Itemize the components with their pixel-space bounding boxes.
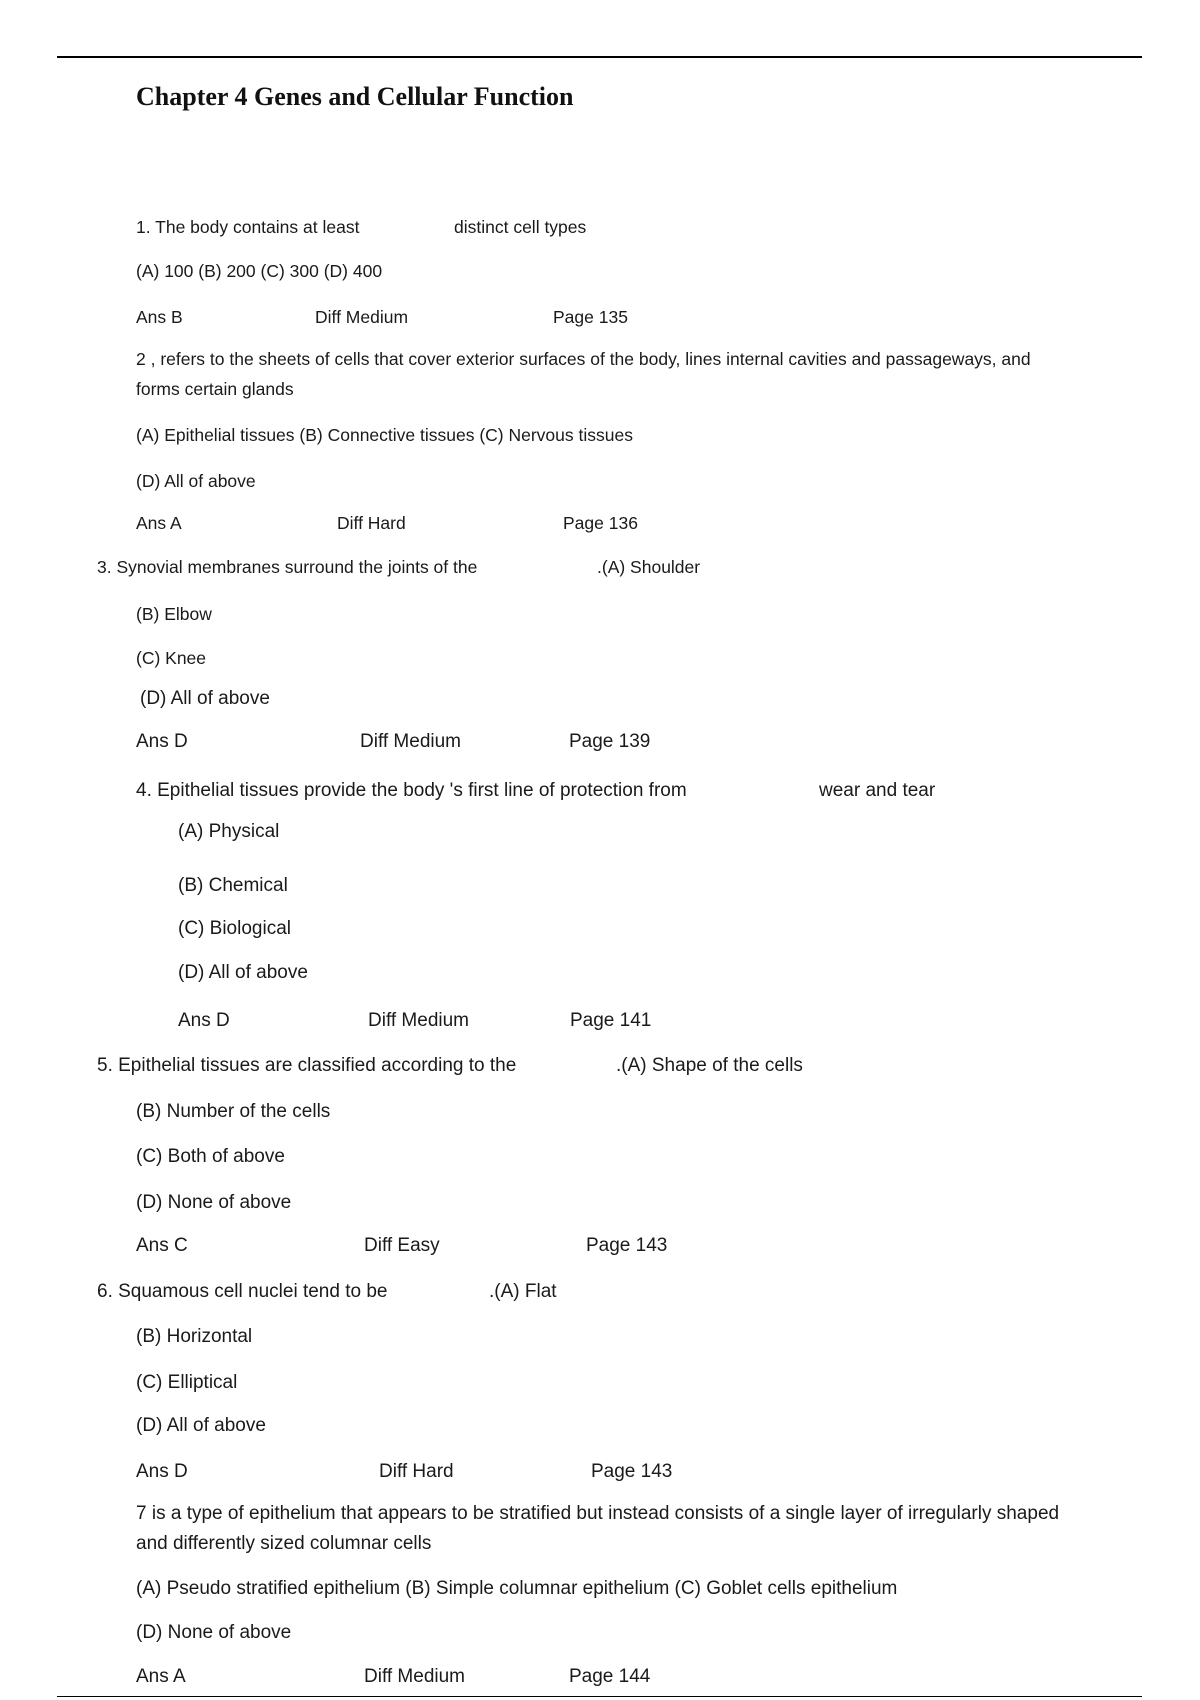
q4-stem-start: 4. Epithelial tissues provide the body 's first line of protection from bbox=[136, 780, 687, 801]
q3-option-d: (D) All of above bbox=[140, 688, 270, 709]
q4-option-d: (D) All of above bbox=[178, 962, 308, 983]
q1-stem-start: 1. The body contains at least bbox=[136, 217, 360, 237]
q4-option-b: (B) Chemical bbox=[178, 875, 288, 896]
q3-stem: 3. Synovial membranes surround the joints of the bbox=[97, 557, 478, 577]
top-rule bbox=[57, 56, 1142, 58]
q2-page: Page 136 bbox=[563, 513, 638, 533]
q5-difficulty: Diff Easy bbox=[364, 1235, 440, 1256]
q6-option-c: (C) Elliptical bbox=[136, 1372, 238, 1393]
q3-difficulty: Diff Medium bbox=[360, 731, 462, 752]
q3-option-a: .(A) Shoulder bbox=[597, 557, 701, 577]
q3-answer: Ans D bbox=[136, 731, 188, 752]
q2-options-row1: (A) Epithelial tissues (B) Connective tissues (C) Nervous tissues bbox=[136, 425, 633, 445]
q4-option-a: (A) Physical bbox=[178, 821, 280, 842]
q1-answer: Ans B bbox=[136, 307, 183, 327]
q5-answer: Ans C bbox=[136, 1235, 188, 1256]
q7-page: Page 144 bbox=[569, 1666, 651, 1687]
q2-options-row2: (D) All of above bbox=[136, 471, 256, 491]
q5-stem: 5. Epithelial tissues are classified according to the bbox=[97, 1055, 517, 1076]
q2-answer: Ans A bbox=[136, 513, 182, 533]
q3-page: Page 139 bbox=[569, 731, 651, 752]
q1-page: Page 135 bbox=[553, 307, 628, 327]
q3-option-c: (C) Knee bbox=[136, 648, 207, 668]
q3-option-b: (B) Elbow bbox=[136, 604, 212, 624]
q4-stem-end: wear and tear bbox=[819, 780, 936, 801]
q7-stem: 7 is a type of epithelium that appears to be stratified but instead consists of a single layer of irregularly shaped and differently sized columnar cells bbox=[136, 1503, 1060, 1554]
q1-options: (A) 100 (B) 200 (C) 300 (D) 400 bbox=[136, 261, 383, 281]
q6-page: Page 143 bbox=[591, 1461, 673, 1482]
q5-option-b: (B) Number of the cells bbox=[136, 1101, 331, 1122]
q5-option-d: (D) None of above bbox=[136, 1192, 292, 1213]
q6-option-a: .(A) Flat bbox=[489, 1281, 557, 1302]
q1-stem-end: distinct cell types bbox=[454, 217, 587, 237]
q6-option-d: (D) All of above bbox=[136, 1415, 266, 1436]
q2-stem: 2 , refers to the sheets of cells that cover exterior surfaces of the body, lines internal cavities and passageways, and forms certain glands bbox=[136, 349, 1031, 399]
q2-difficulty: Diff Hard bbox=[337, 513, 406, 533]
q4-option-c: (C) Biological bbox=[178, 918, 291, 939]
page-title: Chapter 4 Genes and Cellular Function bbox=[136, 82, 574, 111]
q4-page: Page 141 bbox=[570, 1010, 652, 1031]
q5-page: Page 143 bbox=[586, 1235, 668, 1256]
bottom-rule bbox=[57, 1696, 1142, 1697]
q6-option-b: (B) Horizontal bbox=[136, 1326, 253, 1347]
q6-stem: 6. Squamous cell nuclei tend to be bbox=[97, 1281, 388, 1302]
q4-difficulty: Diff Medium bbox=[368, 1010, 470, 1031]
q7-options-row2: (D) None of above bbox=[136, 1622, 292, 1643]
q1-difficulty: Diff Medium bbox=[315, 307, 409, 327]
q6-difficulty: Diff Hard bbox=[379, 1461, 454, 1482]
q5-option-c: (C) Both of above bbox=[136, 1146, 285, 1167]
q5-option-a: .(A) Shape of the cells bbox=[616, 1055, 803, 1076]
q6-answer: Ans D bbox=[136, 1461, 188, 1482]
q7-difficulty: Diff Medium bbox=[364, 1666, 466, 1687]
q4-answer: Ans D bbox=[178, 1010, 230, 1031]
q7-options-row1: (A) Pseudo stratified epithelium (B) Simple columnar epithelium (C) Goblet cells epithelium bbox=[136, 1578, 898, 1599]
q7-answer: Ans A bbox=[136, 1666, 186, 1687]
